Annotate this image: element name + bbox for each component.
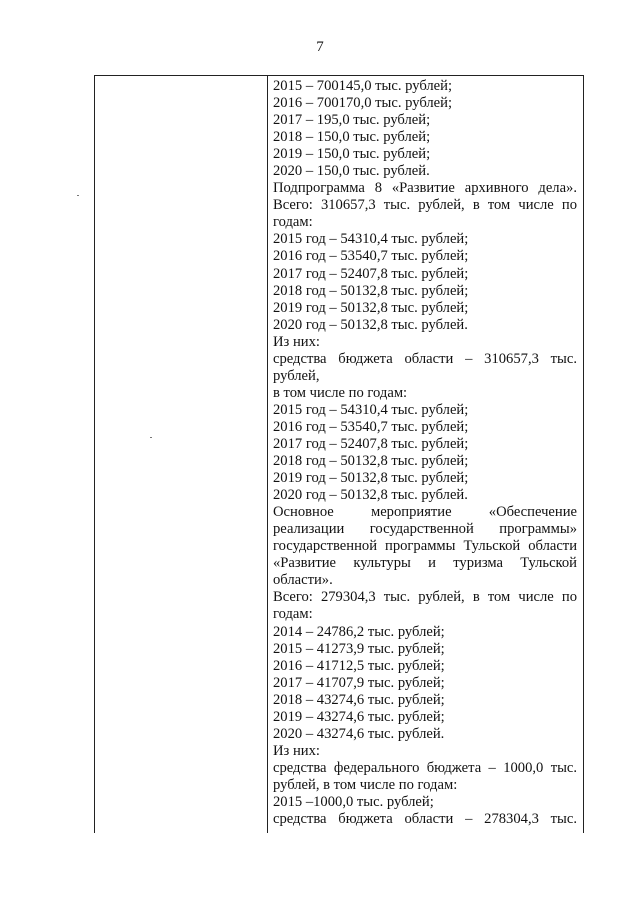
text-line: рублей, в том числе по годам: xyxy=(273,776,458,793)
text-line: Подпрограмма 8 «Развитие архивного дела». xyxy=(273,180,577,197)
text-line: «Развитие культуры и туризма Тульской xyxy=(273,555,577,572)
text-line: 2017 – 41707,9 тыс. рублей; xyxy=(273,674,445,691)
text-line: 2014 – 24786,2 тыс. рублей; xyxy=(273,623,445,640)
text-line: в том числе по годам: xyxy=(273,384,408,401)
text-line: государственной программы Тульской области xyxy=(273,538,577,555)
text-line: 2019 – 43274,6 тыс. рублей; xyxy=(273,708,445,725)
text-line: 2016 – 41712,5 тыс. рублей; xyxy=(273,657,445,674)
right-column-cell xyxy=(273,78,577,828)
text-line: рублей, xyxy=(273,367,320,384)
text-line: 2015 – 41273,9 тыс. рублей; xyxy=(273,640,445,657)
text-line: средства бюджета области – 278304,3 тыс. xyxy=(273,811,577,828)
text-line: годам: xyxy=(273,214,313,231)
text-line: 2018 – 43274,6 тыс. рублей; xyxy=(273,691,445,708)
text-line: 2016 год – 53540,7 тыс. рублей; xyxy=(273,418,469,435)
text-line: реализации государственной программы» xyxy=(273,521,577,538)
text-line: 2019 – 150,0 тыс. рублей; xyxy=(273,146,431,163)
document-table xyxy=(94,75,584,833)
text-line: 2015 год – 54310,4 тыс. рублей; xyxy=(273,231,469,248)
text-line: 2018 – 150,0 тыс. рублей; xyxy=(273,129,431,146)
text-line: Из них: xyxy=(273,742,320,759)
text-line: средства федерального бюджета – 1000,0 тыс. xyxy=(273,759,577,776)
text-line: Всего: 279304,3 тыс. рублей, в том числе по xyxy=(273,589,577,606)
page-number: 7 xyxy=(316,39,324,55)
text-line: 2015 –1000,0 тыс. рублей; xyxy=(273,793,434,810)
text-line: 2020 год – 50132,8 тыс. рублей. xyxy=(273,487,468,504)
text-line: 2019 год – 50132,8 тыс. рублей; xyxy=(273,299,469,316)
column-divider xyxy=(267,76,268,833)
text-line: 2017 год – 52407,8 тыс. рублей; xyxy=(273,265,469,282)
text-line: Основное мероприятие «Обеспечение xyxy=(273,504,577,521)
text-line: 2018 год – 50132,8 тыс. рублей; xyxy=(273,282,469,299)
text-line: 2015 – 700145,0 тыс. рублей; xyxy=(273,78,453,94)
scan-speck xyxy=(150,437,152,438)
text-line: 2016 – 700170,0 тыс. рублей; xyxy=(273,95,453,112)
text-line: 2020 год – 50132,8 тыс. рублей. xyxy=(273,316,468,333)
text-line: Из них: xyxy=(273,333,320,350)
text-line: 2020 – 150,0 тыс. рублей. xyxy=(273,163,430,180)
text-line: 2017 – 195,0 тыс. рублей; xyxy=(273,112,431,129)
text-line: 2019 год – 50132,8 тыс. рублей; xyxy=(273,470,469,487)
text-line: области». xyxy=(273,572,333,589)
text-line: 2018 год – 50132,8 тыс. рублей; xyxy=(273,453,469,470)
text-line: Всего: 310657,3 тыс. рублей, в том числе по xyxy=(273,197,577,214)
text-line: средства бюджета области – 310657,3 тыс. xyxy=(273,350,577,367)
text-line: 2016 год – 53540,7 тыс. рублей; xyxy=(273,248,469,265)
text-line: 2017 год – 52407,8 тыс. рублей; xyxy=(273,435,469,452)
text-line: 2020 – 43274,6 тыс. рублей. xyxy=(273,725,445,742)
scan-speck xyxy=(77,195,79,196)
text-line: 2015 год – 54310,4 тыс. рублей; xyxy=(273,401,469,418)
text-line: годам: xyxy=(273,606,313,623)
